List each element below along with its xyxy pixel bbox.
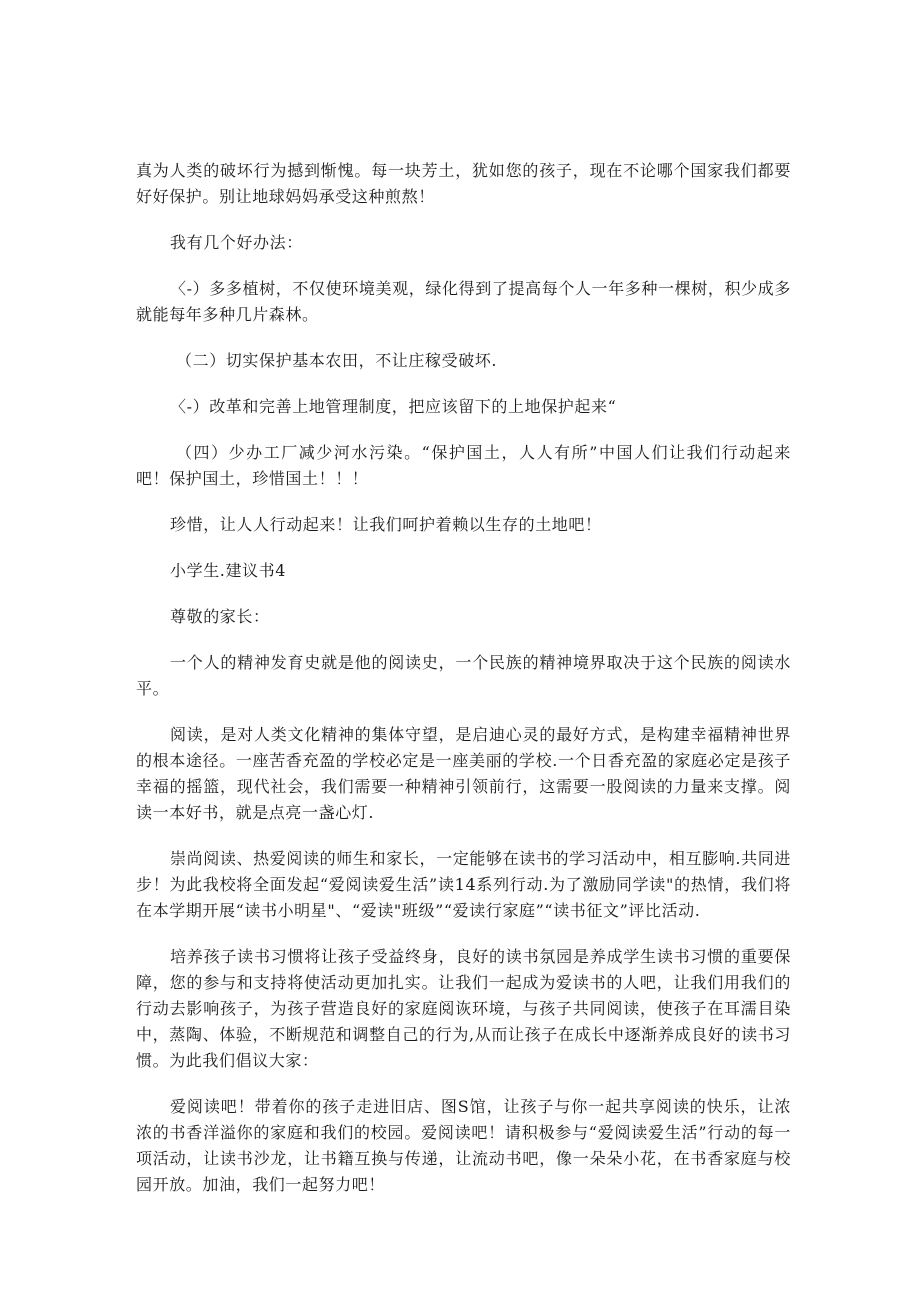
paragraph-proposal: 爱阅读吧！带着你的孩子走进旧店、图S馆，让孩子与你一起共享阅读的快乐，让浓浓的书香洋溢你的家庭和我们的校园。爱阅读吧！请积极参与“爱阅读爱生活”行动的每一项活动，让读书沙龙，让书籍互换与传递，让流动书吧，像一朵朵小花，在书香家庭与校园开放。加油，我们一起努力吧！ bbox=[136, 1097, 791, 1194]
paragraph-method-2: （二）切实保护基本农田，不让庄稼受破坏. bbox=[176, 351, 498, 370]
paragraph-methods-intro: 我有几个好办法： bbox=[170, 233, 303, 252]
paragraph-method-3: 〈-）改革和完善上地管理制度，把应该留下的上地保护起来“ bbox=[170, 397, 617, 416]
paragraph-continuation: 真为人类的破坏行为撼到惭愧。每一块芳土，犹如您的孩子，现在不论哪个国家我们都要好好保护。别让地球妈妈承受这种煎熬！ bbox=[136, 161, 791, 206]
paragraph-reading-value: 阅读，是对人类文化精神的集体守望，是启迪心灵的最好方式，是构建幸福精神世界的根本途径。一座苦香充盈的学校必定是一座美丽的学校.一个日香充盈的家庭必定是孩子幸福的摇篮，现代社会，我们需要一种精神引领前行，这需要一股阅读的力量来支撑。阅读一本好书，就是点亮一盏心灯. bbox=[136, 725, 791, 822]
paragraph-reading-history: 一个人的精神发育史就是他的阅读史，一个民族的精神境界取决于这个民族的阅读水平。 bbox=[136, 653, 791, 698]
paragraph-closing-call: 珍惜，让人人行动起来！让我们呵护着赖以生存的土地吧！ bbox=[170, 515, 602, 534]
paragraph-method-4: （四）少办工厂减少河水污染。“保护国土，人人有所”中国人们让我们行动起来吧！保护国土，珍惜国土！！！ bbox=[136, 443, 791, 488]
section-title: 小学生.建议书4 bbox=[170, 561, 287, 580]
salutation: 尊敬的家长： bbox=[170, 607, 270, 626]
paragraph-habits: 培养孩子读书习惯将让孩子受益终身，良好的读书氛园是养成学生读书习惯的重要保障，您的参与和支持将使活动更加扎实。让我们一起成为爱读书的人吧，让我们用我们的行动去影响孩子，为孩子营造良好的家庭阅诙环境，与孩子共同阅读，使孩子在耳濡目染中，蒸陶、体验，不断规范和调整自己的行为,从而让孩子在成长中逐渐养成良好的读书习惯。为此我们倡议大家： bbox=[136, 947, 791, 1070]
paragraph-method-1: 〈-）多多植树，不仅使环境美观，绿化得到了提高每个人一年多种一棵树，积少成多就能每年多种几片森林。 bbox=[136, 279, 791, 324]
document-body bbox=[136, 158, 791, 1218]
paragraph-school-activity: 崇尚阅读、热爱阅读的师生和家长，一定能够在读书的学习活动中，相互膨响.共同进步！为此我校将全面发起“爱阅读爱生活”读14系列行动.为了激励同学读"的热情，我们将在本学期开展“读书小明星"、“爱读"班级”“爱读行家庭”“读书征文”评比活动. bbox=[136, 849, 791, 920]
